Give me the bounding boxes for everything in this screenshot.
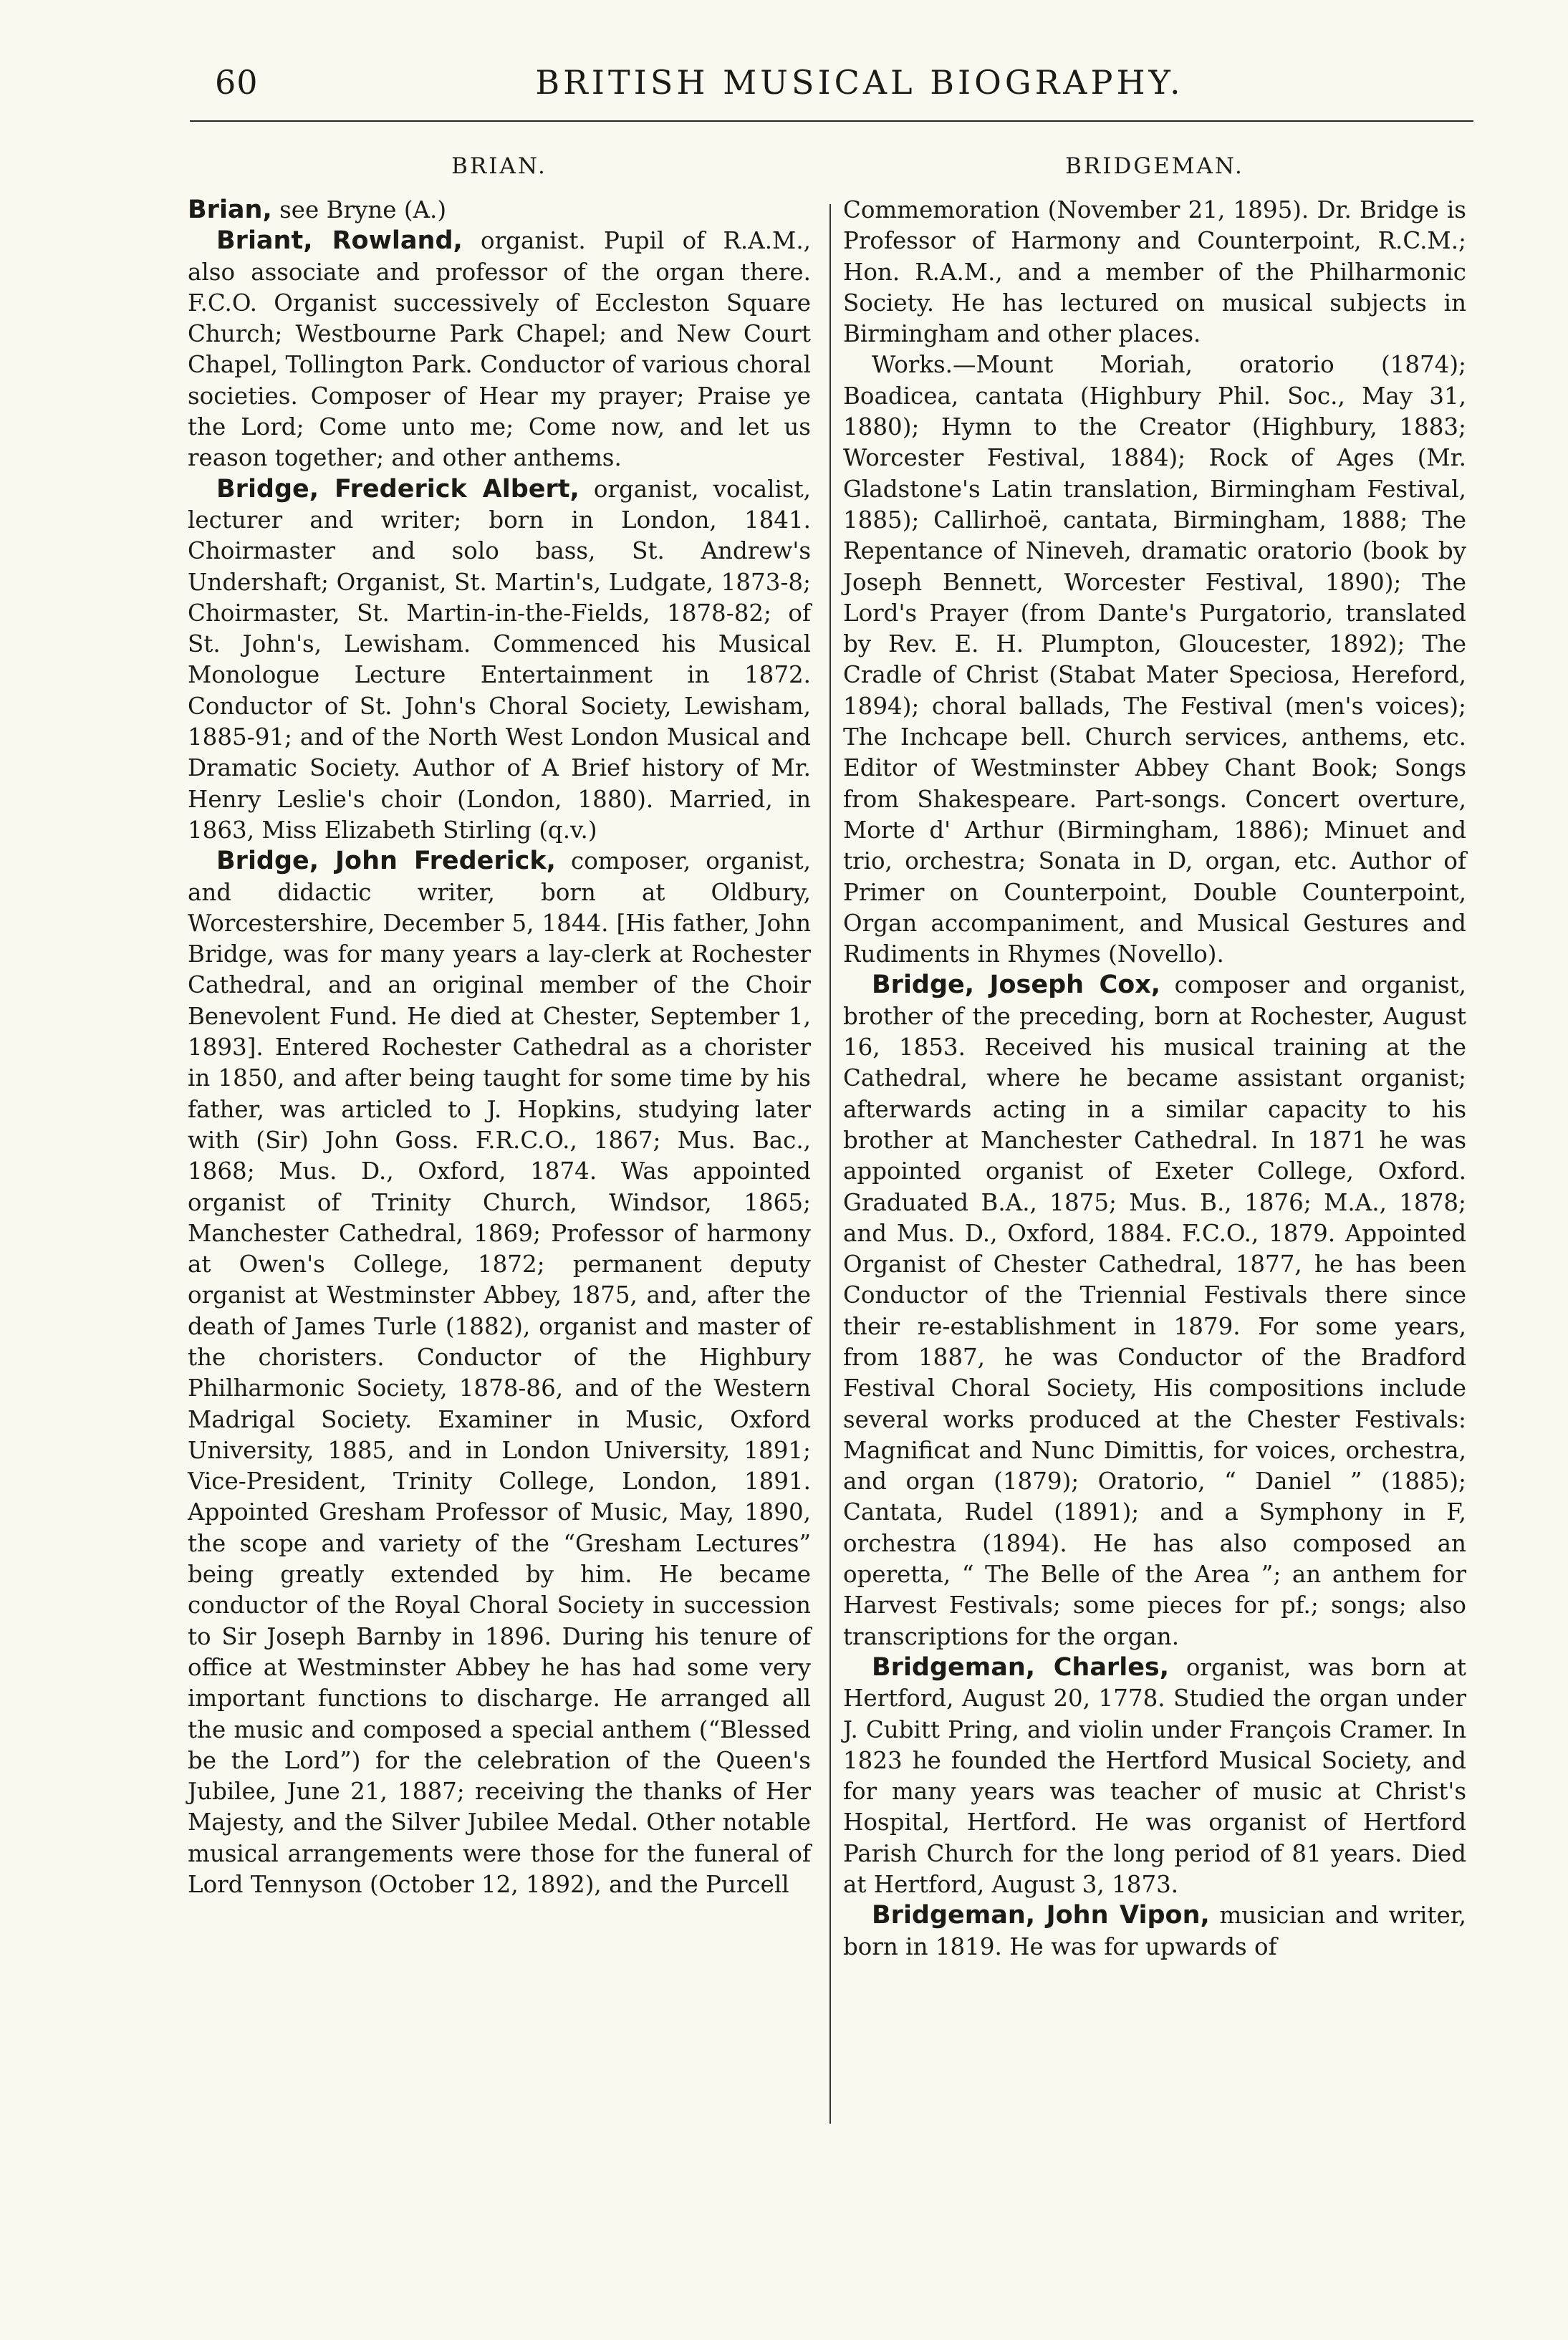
entry-bridgeman-charles	[843, 1652, 1466, 1900]
left-guide-word: BRIAN.	[451, 153, 547, 179]
running-title: BRITISH MUSICAL BIOGRAPHY.	[535, 63, 1184, 102]
entry-bridge-joseph-cox	[843, 970, 1466, 1652]
entry-text: musician and writer, born in 1819. He was for upwards of	[843, 1902, 1466, 1960]
headword: Brian,	[188, 196, 272, 224]
right-column-text	[843, 195, 1466, 1963]
headword: Briant, Rowland,	[216, 226, 463, 256]
entry-text: see Bryne (A.)	[271, 196, 447, 223]
right-guide-word: BRIDGEMAN.	[1065, 153, 1244, 179]
page-number: 60	[215, 63, 259, 102]
headword: Bridge, John Frederick,	[216, 847, 556, 876]
headword: Bridgeman, Charles,	[872, 1652, 1170, 1682]
page-header	[186, 57, 1476, 115]
entry-text: organist, was born at Hertford, August 20, 1778. Studied the organ under J. Cubitt Pring, and violin under François Cramer. In 1823 he founded the Hertford Musical Society, and for many years was teacher of music at Christ's Hospital, Hertford. He was organist of Hertford Parish Church for the long period of 81 years. Died at Hertford, August 3, 1873.	[843, 1653, 1466, 1899]
left-column	[188, 150, 811, 1900]
works-paragraph: Works.—Mount Moriah, oratorio (1874); Boadicea, cantata (Highbury Phil. Soc., May 31, 1880); Hymn to the Creator (Highbury, 1883; Worcester Festival, 1884); Rock of Ages (Mr. Gladstone's Latin translation, Birmingham Festival, 1885); Callirhoë, cantata, Birmingham, 1888; The Repentance of Nineveh, dramatic oratorio (book by Joseph Bennett, Worcester Festival, 1890); The Lord's Prayer (from Dante's Purgatorio, translated by Rev. E. H. Plumpton, Gloucester, 1892); The Cradle of Christ (Stabat Mater Speciosa, Hereford, 1894); choral ballads, The Festival (men's voices); The Inchcape bell. Church services, anthems, etc. Editor of Westminster Abbey Chant Book; Songs from Shakespeare. Part-songs. Concert overture, Morte d' Arthur (Birmingham, 1886); Minuet and trio, orchestra; Sonata in D, organ, etc. Author of Primer on Counterpoint, Double Counterpoint, Organ accompaniment, and Musical Gestures and Rudiments in Rhymes (Novello).	[843, 351, 1466, 968]
header-rule	[190, 120, 1473, 122]
entry-briant	[188, 226, 811, 473]
entry-text: composer and organist, brother of the preceding, born at Rochester, August 16, 1853. Received his musical training at the Cathedral, where he became assistant organist; afterwards acting in a similar capacity to his brother at Manchester Cathedral. In 1871 he was appointed organist of Exeter College, Oxford. Graduated B.A., 1875; Mus. B., 1876; M.A., 1878; and Mus. D., Oxford, 1884. F.C.O., 1879. Appointed Organist of Chester Cathedral, 1877, he has been Conductor of the Triennial Festivals there since their re-establishment in 1879. For some years, from 1887, he was Conductor of the Bradford Festival Choral Society, His compositions include several works produced at the Chester Festivals: Magnificat and Nunc Dimittis, for voices, orchestra, and organ (1879); Oratorio, “ Daniel ” (1885); Cantata, Rudel (1891); and a Symphony in F, orchestra (1894). He has also composed an operetta, “ The Belle of the Area ”; an anthem for Harvest Festivals; some pieces for pf.; songs; also transcriptions for the organ.	[843, 971, 1466, 1650]
entry-text: organist, vocalist, lecturer and writer; born in London, 1841. Choirmaster and solo bass, St. Andrew's Undershaft; Organist, St. Martin's, Ludgate, 1873-8; Choirmaster, St. Martin-in-the-Fields, 1878-82; of St. John's, Lewisham. Commenced his Musical Monologue Lecture Entertainment in 1872. Conductor of St. John's Choral Society, Lewisham, 1885-91; and of the North West London Musical and Dramatic Society. Author of A Brief history of Mr. Henry Leslie's choir (London, 1880). Married, in 1863, Miss Elizabeth Stirling (q.v.)	[188, 475, 811, 844]
right-column	[843, 150, 1466, 1963]
entry-brian	[188, 195, 811, 226]
entry-bridge-john-frederick	[188, 846, 811, 1900]
left-column-text	[188, 195, 811, 1900]
continuation-paragraph: Commemoration (November 21, 1895). Dr. Bridge is Professor of Harmony and Counterpoint, R.C.M.; Hon. R.A.M., and a member of the Philharmonic Society. He has lectured on musical subjects in Birmingham and other places.	[843, 196, 1466, 348]
entry-bridgeman-john-vipon	[843, 1900, 1466, 1963]
headword: Bridge, Joseph Cox,	[872, 971, 1161, 1000]
headword: Bridgeman, John Vipon,	[872, 1901, 1210, 1930]
column-divider	[829, 204, 831, 2124]
entry-bridge-frederick-albert	[188, 474, 811, 847]
headword: Bridge, Frederick Albert,	[216, 474, 579, 504]
entry-text: organist. Pupil of R.A.M., also associate and professor of the organ there. F.C.O. Organist successively of Eccleston Square Church; Westbourne Park Chapel; and New Court Chapel, Tollington Park. Conductor of various choral societies. Composer of Hear my prayer; Praise ye the Lord; Come unto me; Come now, and let us reason together; and other anthems.	[188, 227, 811, 472]
entry-text: composer, organist, and didactic writer, born at Oldbury, Worcestershire, December 5, 1844. [His father, John Bridge, was for many years a lay-clerk at Rochester Cathedral, and an original member of the Choir Benevolent Fund. He died at Chester, September 1, 1893]. Entered Rochester Cathedral as a chorister in 1850, and after being taught for some time by his father, was articled to J. Hopkins, studying later with (Sir) John Goss. F.R.C.O., 1867; Mus. Bac., 1868; Mus. D., Oxford, 1874. Was appointed organist of Trinity Church, Windsor, 1865; Manchester Cathedral, 1869; Professor of harmony at Owen's College, 1872; permanent deputy organist at Westminster Abbey, 1875, and, after the death of James Turle (1882), organist and master of the choristers. Conductor of the Highbury Philharmonic Society, 1878-86, and of the Western Madrigal Society. Examiner in Music, Oxford University, 1885, and in London University, 1891; Vice-President, Trinity College, London, 1891. Appointed Gresham Professor of Music, May, 1890, the scope and variety of the “Gresham Lectures” being greatly extended by him. He became conductor of the Royal Choral Society in succession to Sir Joseph Barnby in 1896. During his tenure of office at Westminster Abbey he has had some very important functions to discharge. He arranged all the music and composed a special anthem (“Blessed be the Lord”) for the celebration of the Queen's Jubilee, June 21, 1887; receiving the thanks of Her Majesty, and the Silver Jubilee Medal. Other notable musical arrangements were those for the funeral of Lord Tennyson (October 12, 1892), and the Purcell	[188, 847, 811, 1899]
